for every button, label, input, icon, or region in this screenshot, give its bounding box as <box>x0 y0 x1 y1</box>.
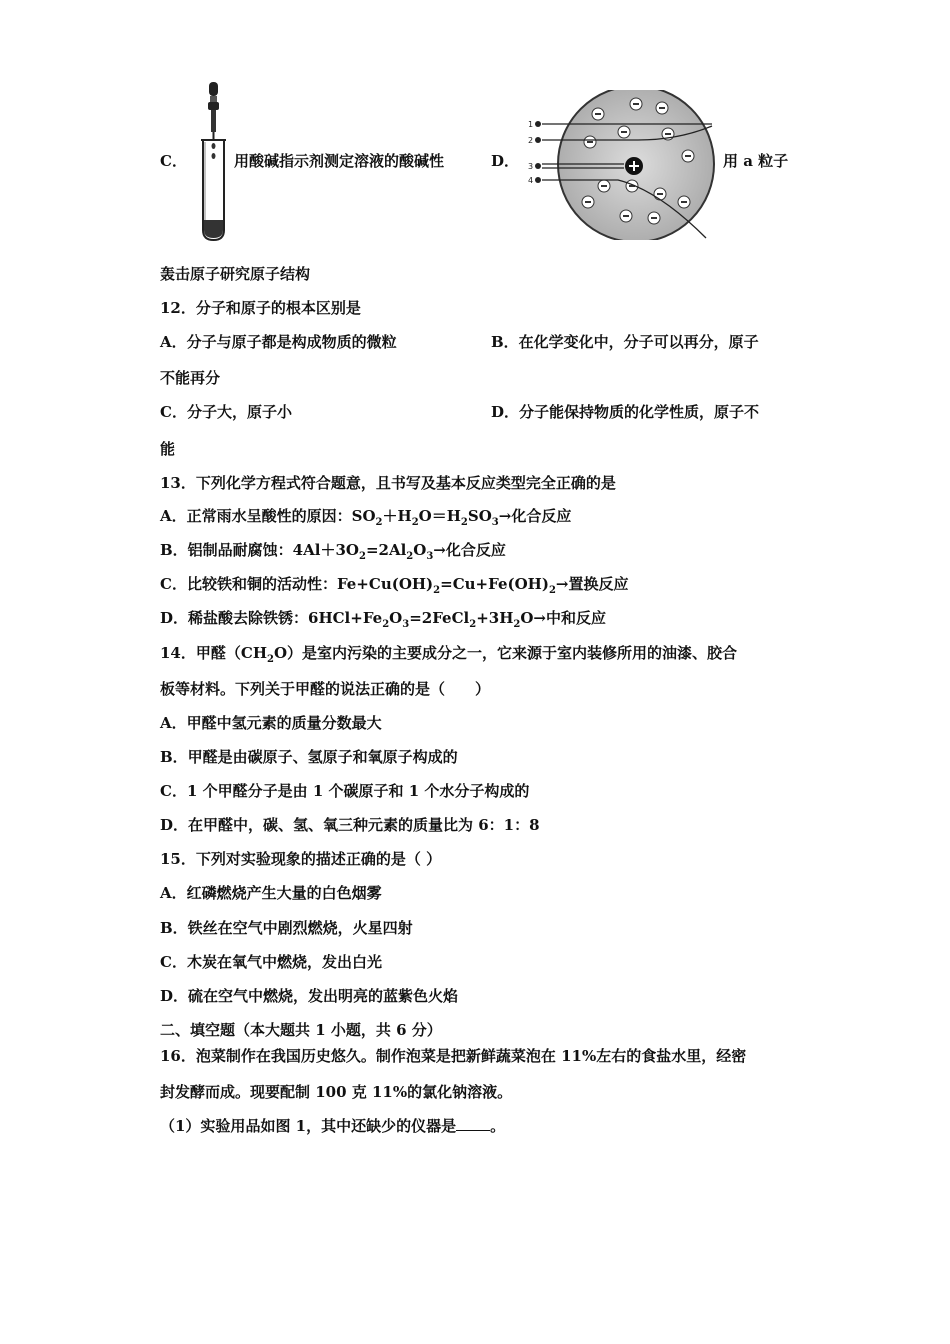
section-heading: 二、填空题（本大题共 1 小题，共 6 分） <box>160 1021 442 1039</box>
q13-option-c: C．比较铁和铜的活动性：$Fe+Cu(OH)_2=Cu+Fe(OH)_2\to$置换反应 <box>160 575 629 596</box>
q14-stem-continuation: 板等材料。下列关于甲醛的说法正确的是（ ） <box>160 680 491 698</box>
q12-option-a: A．分子与原子都是构成物质的微粒 <box>160 333 397 351</box>
q13-option-a: A．正常雨水呈酸性的原因：$SO_2+H_2O=H_2SO_3\to$化合反应 <box>160 507 572 528</box>
q16-stem: 16．泡菜制作在我国历史悠久。制作泡菜是把新鲜蔬菜泡在 11%左右的食盐水里，经密 <box>160 1047 747 1065</box>
path-label-2: 2 <box>528 136 534 145</box>
q12-option-b: B．在化学变化中，分子可以再分，原子 <box>491 333 759 351</box>
q15-stem: 15．下列对实验现象的描述正确的是（ ） <box>160 850 442 868</box>
q12-stem: 12．分子和原子的根本区别是 <box>160 299 361 317</box>
q12-option-d-continuation: 能 <box>160 440 176 458</box>
q15-option-d: D．硫在空气中燃烧，发出明亮的蓝紫色火焰 <box>160 987 459 1005</box>
alpha-particle-scattering-figure <box>528 90 720 240</box>
q12-option-b-continuation: 不能再分 <box>160 369 221 387</box>
q11-option-c-letter: C． <box>160 152 187 170</box>
q13-stem: 13．下列化学方程式符合题意，且书写及基本反应类型完全正确的是 <box>160 474 616 492</box>
q14-stem: 14．甲醛$(CH_2O)$是室内污染的主要成分之一，它来源于室内装修所用的油漆、胶合 <box>160 644 738 665</box>
answer-blank[interactable] <box>456 1116 490 1131</box>
q13-option-d: D．稀盐酸去除铁锈：$6HCl+Fe_2O_3=2FeCl_2+3H_2O\to$中和反应 <box>160 609 606 630</box>
q14-option-d: D．在甲醛中，碳、氢、氧三种元素的质量比为 6：1：8 <box>160 816 540 834</box>
q12-option-c: C．分子大，原子小 <box>160 403 292 421</box>
q16-stem-continuation: 封发酵而成。现要配制 100 克 11%的氯化钠溶液。 <box>160 1083 513 1101</box>
q13-option-b: B．铝制品耐腐蚀：$4Al+3O_2=2Al_2O_3\to$化合反应 <box>160 541 506 562</box>
path-label-4: 4 <box>528 176 534 185</box>
q16-part1: （1）实验用品如图 1，其中还缺少的仪器是 。 <box>160 1117 506 1135</box>
q11-option-d-text: 用 a 粒子 <box>723 152 789 170</box>
q14-option-b: B．甲醛是由碳原子、氢原子和氧原子构成的 <box>160 748 458 766</box>
q12-option-d: D．分子能保持物质的化学性质，原子不 <box>491 403 760 421</box>
q15-option-b: B．铁丝在空气中剧烈燃烧，火星四射 <box>160 919 413 937</box>
q11-option-d-letter: D． <box>491 152 520 170</box>
q11-option-d-continuation: 轰击原子研究原子结构 <box>160 265 311 283</box>
path-label-1: 1 <box>528 120 534 129</box>
test-tube-dropper-figure <box>196 80 232 245</box>
q15-option-a: A．红磷燃烧产生大量的白色烟雾 <box>160 884 382 902</box>
q14-option-a: A．甲醛中氢元素的质量分数最大 <box>160 714 382 732</box>
path-label-3: 3 <box>528 162 534 171</box>
q14-option-c: C．1 个甲醛分子是由 1 个碳原子和 1 个水分子构成的 <box>160 782 530 800</box>
q11-option-c-text: 用酸碱指示剂测定溶液的酸碱性 <box>234 152 445 170</box>
q15-option-c: C．木炭在氧气中燃烧，发出白光 <box>160 953 382 971</box>
